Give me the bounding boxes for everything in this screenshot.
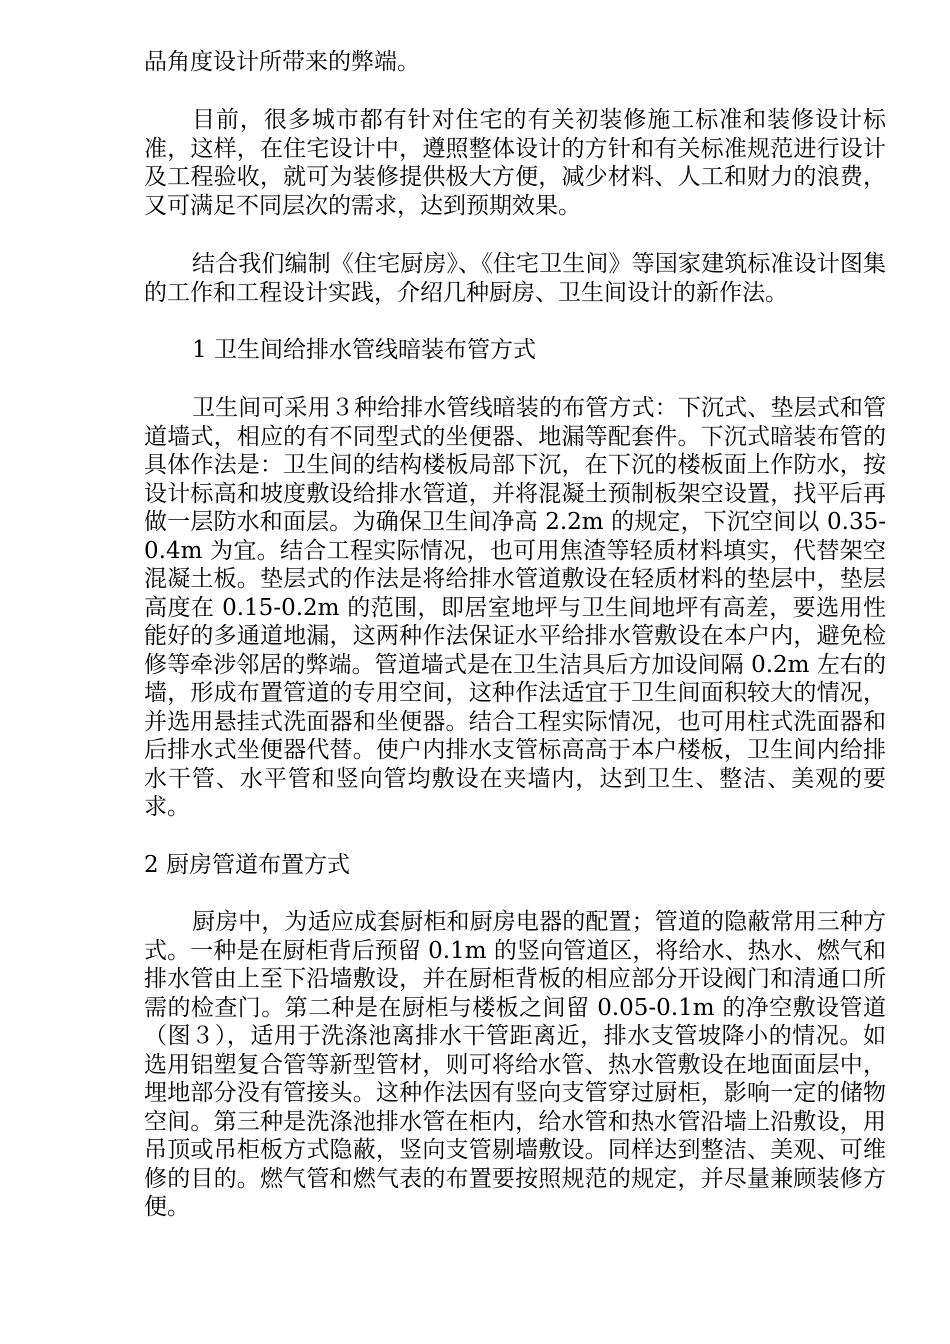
- paragraph-standards: 目前，很多城市都有针对住宅的有关初装修施工标准和装修设计标准，这样，在住宅设计中，遵照整体设计的方针和有关标准规范进行设计及工程验收，就可为装修提供极大方便，减少材料、人工和财力的浪费，又可满足不同层次的需求，达到预期效果。: [144, 107, 886, 219]
- paragraph-continuation: 品角度设计所带来的弊端。: [144, 49, 420, 75]
- paragraph-introduction: 结合我们编制《住宅厨房》、《住宅卫生间》等国家建筑标准设计图集的工作和工程设计实践，介绍几种厨房、卫生间设计的新作法。: [144, 251, 886, 306]
- paragraph-kitchen-piping: 厨房中，为适应成套厨柜和厨房电器的配置；管道的隐蔽常用三种方式。一种是在厨柜背后预留 0.1m 的竖向管道区，将给水、热水、燃气和排水管由上至下沿墙敷设，并在厨柜背板的相应部分开设阀门和清通口所需的检查门。第二种是在厨柜与楼板之间留 0.05-0.1m 的净空敷设管道（图３），适用于洗涤池离排水干管距离近，排水支管坡降小的情况。如选用铝塑复合管等新型管材，则可将给水管、热水管敷设在地面面层中，埋地部分没有管接头。这种作法因有竖向支管穿过厨柜，影响一定的储物空间。第三种是洗涤池排水管在柜内，给水管和热水管沿墙上沿敷设，用吊顶或吊柜板方式隐蔽，竖向支管剔墙敷设。同样达到整洁、美观、可维修的目的。燃气管和燃气表的布置要按照规范的规定，并尽量兼顾装修方便。: [144, 909, 886, 1220]
- section-heading-bathroom: 1 卫生间给排水管线暗装布管方式: [192, 337, 536, 363]
- paragraph-bathroom-piping: 卫生间可采用３种给排水管线暗装的布管方式：下沉式、垫层式和管道墙式，相应的有不同型式的坐便器、地漏等配套件。下沉式暗装布管的具体作法是：卫生间的结构楼板局部下沉，在下沉的楼板面上作防水，按设计标高和坡度敷设给排水管道，并将混凝土预制板架空设置，找平后再做一层防水和面层。为确保卫生间净高 2.2m 的规定，下沉空间以 0.35-0.4m 为宜。结合工程实际情况，也可用焦渣等轻质材料填实，代替架空混凝土板。垫层式的作法是将给排水管道敷设在轻质材料的垫层中，垫层高度在 0.15-0.2m 的范围，即居室地坪与卫生间地坪有高差，要选用性能好的多通道地漏，这两种作法保证水平给排水管敷设在本户内，避免检修等牵涉邻居的弊端。管道墙式是在卫生洁具后方加设间隔 0.2m 左右的墙，形成布置管道的专用空间，这种作法适宜于卫生间面积较大的情况，并选用悬挂式洗面器和坐便器。结合工程实际情况，也可用柱式洗面器和后排水式坐便器代替。使户内排水支管标高高于本户楼板，卫生间内给排水干管、水平管和竖向管均敷设在夹墙内，达到卫生、整洁、美观的要求。: [144, 395, 886, 820]
- section-heading-kitchen: 2 厨房管道布置方式: [144, 852, 350, 878]
